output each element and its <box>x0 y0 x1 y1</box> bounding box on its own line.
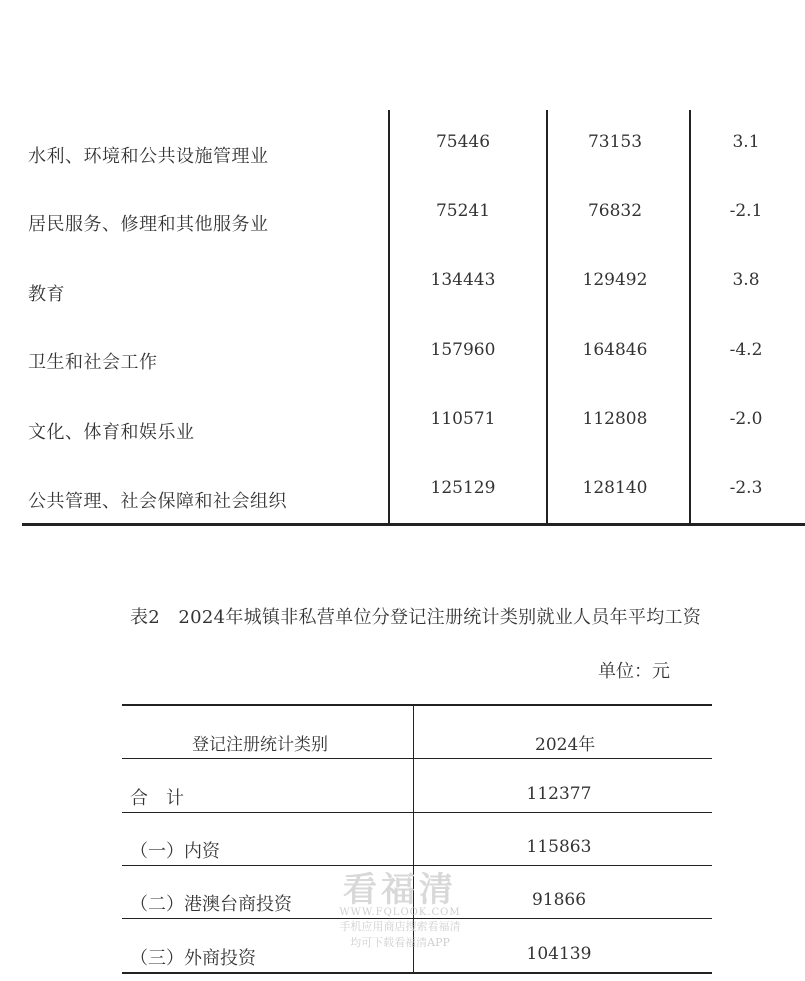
table1-cell: 3.1 <box>732 132 760 152</box>
table2-row-rule <box>122 812 712 813</box>
table2-header-category: 登记注册统计类别 <box>192 735 328 755</box>
table2-header-rule <box>122 758 712 759</box>
table2-cell: 115863 <box>526 837 592 857</box>
table2-row-label: （一）内资 <box>130 841 220 862</box>
table1-cell: 164846 <box>582 340 648 360</box>
table1-cell: 128140 <box>582 478 648 498</box>
table2-row-label: （二）港澳台商投资 <box>130 894 292 915</box>
table1-row-label: 居民服务、修理和其他服务业 <box>28 214 269 235</box>
watermark-url: WWW.FQLOOK.COM <box>339 907 461 918</box>
table2-row-label: （三）外商投资 <box>130 948 256 969</box>
table1-bottom-rule <box>22 523 805 526</box>
table1-col-divider <box>388 110 390 526</box>
table1-cell: -2.3 <box>729 478 763 498</box>
table1-row-label: 水利、环境和公共设施管理业 <box>28 146 269 167</box>
table2-cell: 91866 <box>531 890 587 910</box>
table2-bottom-rule <box>122 972 712 974</box>
watermark-brand: 看福清 <box>343 870 457 910</box>
table2-cell: 104139 <box>526 944 592 964</box>
table1-row-label: 公共管理、社会保障和社会组织 <box>28 491 287 512</box>
table1-cell: 157960 <box>430 340 496 360</box>
table2-unit: 单位：元 <box>598 661 670 682</box>
watermark <box>300 862 500 950</box>
table2-top-rule <box>122 704 712 706</box>
table1-cell: -2.1 <box>729 201 763 221</box>
table2-cell: 112377 <box>526 784 592 804</box>
table1-cell: 73153 <box>587 132 643 152</box>
table1-row-label: 文化、体育和娱乐业 <box>28 422 195 443</box>
table1-cell: 112808 <box>582 409 648 429</box>
table2-header-year: 2024年 <box>535 735 596 755</box>
table1-col-divider <box>546 110 548 526</box>
table1-row-label: 卫生和社会工作 <box>28 352 158 373</box>
table1-cell: -2.0 <box>729 409 763 429</box>
table1-cell: 125129 <box>430 478 496 498</box>
table1-cell: -4.2 <box>729 340 763 360</box>
table2-row-label: 合 计 <box>130 788 184 809</box>
table1-cell: 129492 <box>582 270 648 290</box>
table1-cell: 76832 <box>587 201 643 221</box>
table2-caption: 表2 2024年城镇非私营单位分登记注册统计类别就业人员年平均工资 <box>130 607 702 628</box>
watermark-line: 手机应用商店搜索看福清 <box>339 920 461 933</box>
table1-cell: 75241 <box>435 201 491 221</box>
table1-cell: 75446 <box>435 132 491 152</box>
table1-cell: 110571 <box>430 409 496 429</box>
table1-col-divider <box>689 110 691 526</box>
table1-cell: 134443 <box>430 270 496 290</box>
table1-cell: 3.8 <box>732 270 760 290</box>
table1-row-label: 教育 <box>28 284 65 305</box>
watermark-line: 均可下载看福清APP <box>350 936 450 949</box>
